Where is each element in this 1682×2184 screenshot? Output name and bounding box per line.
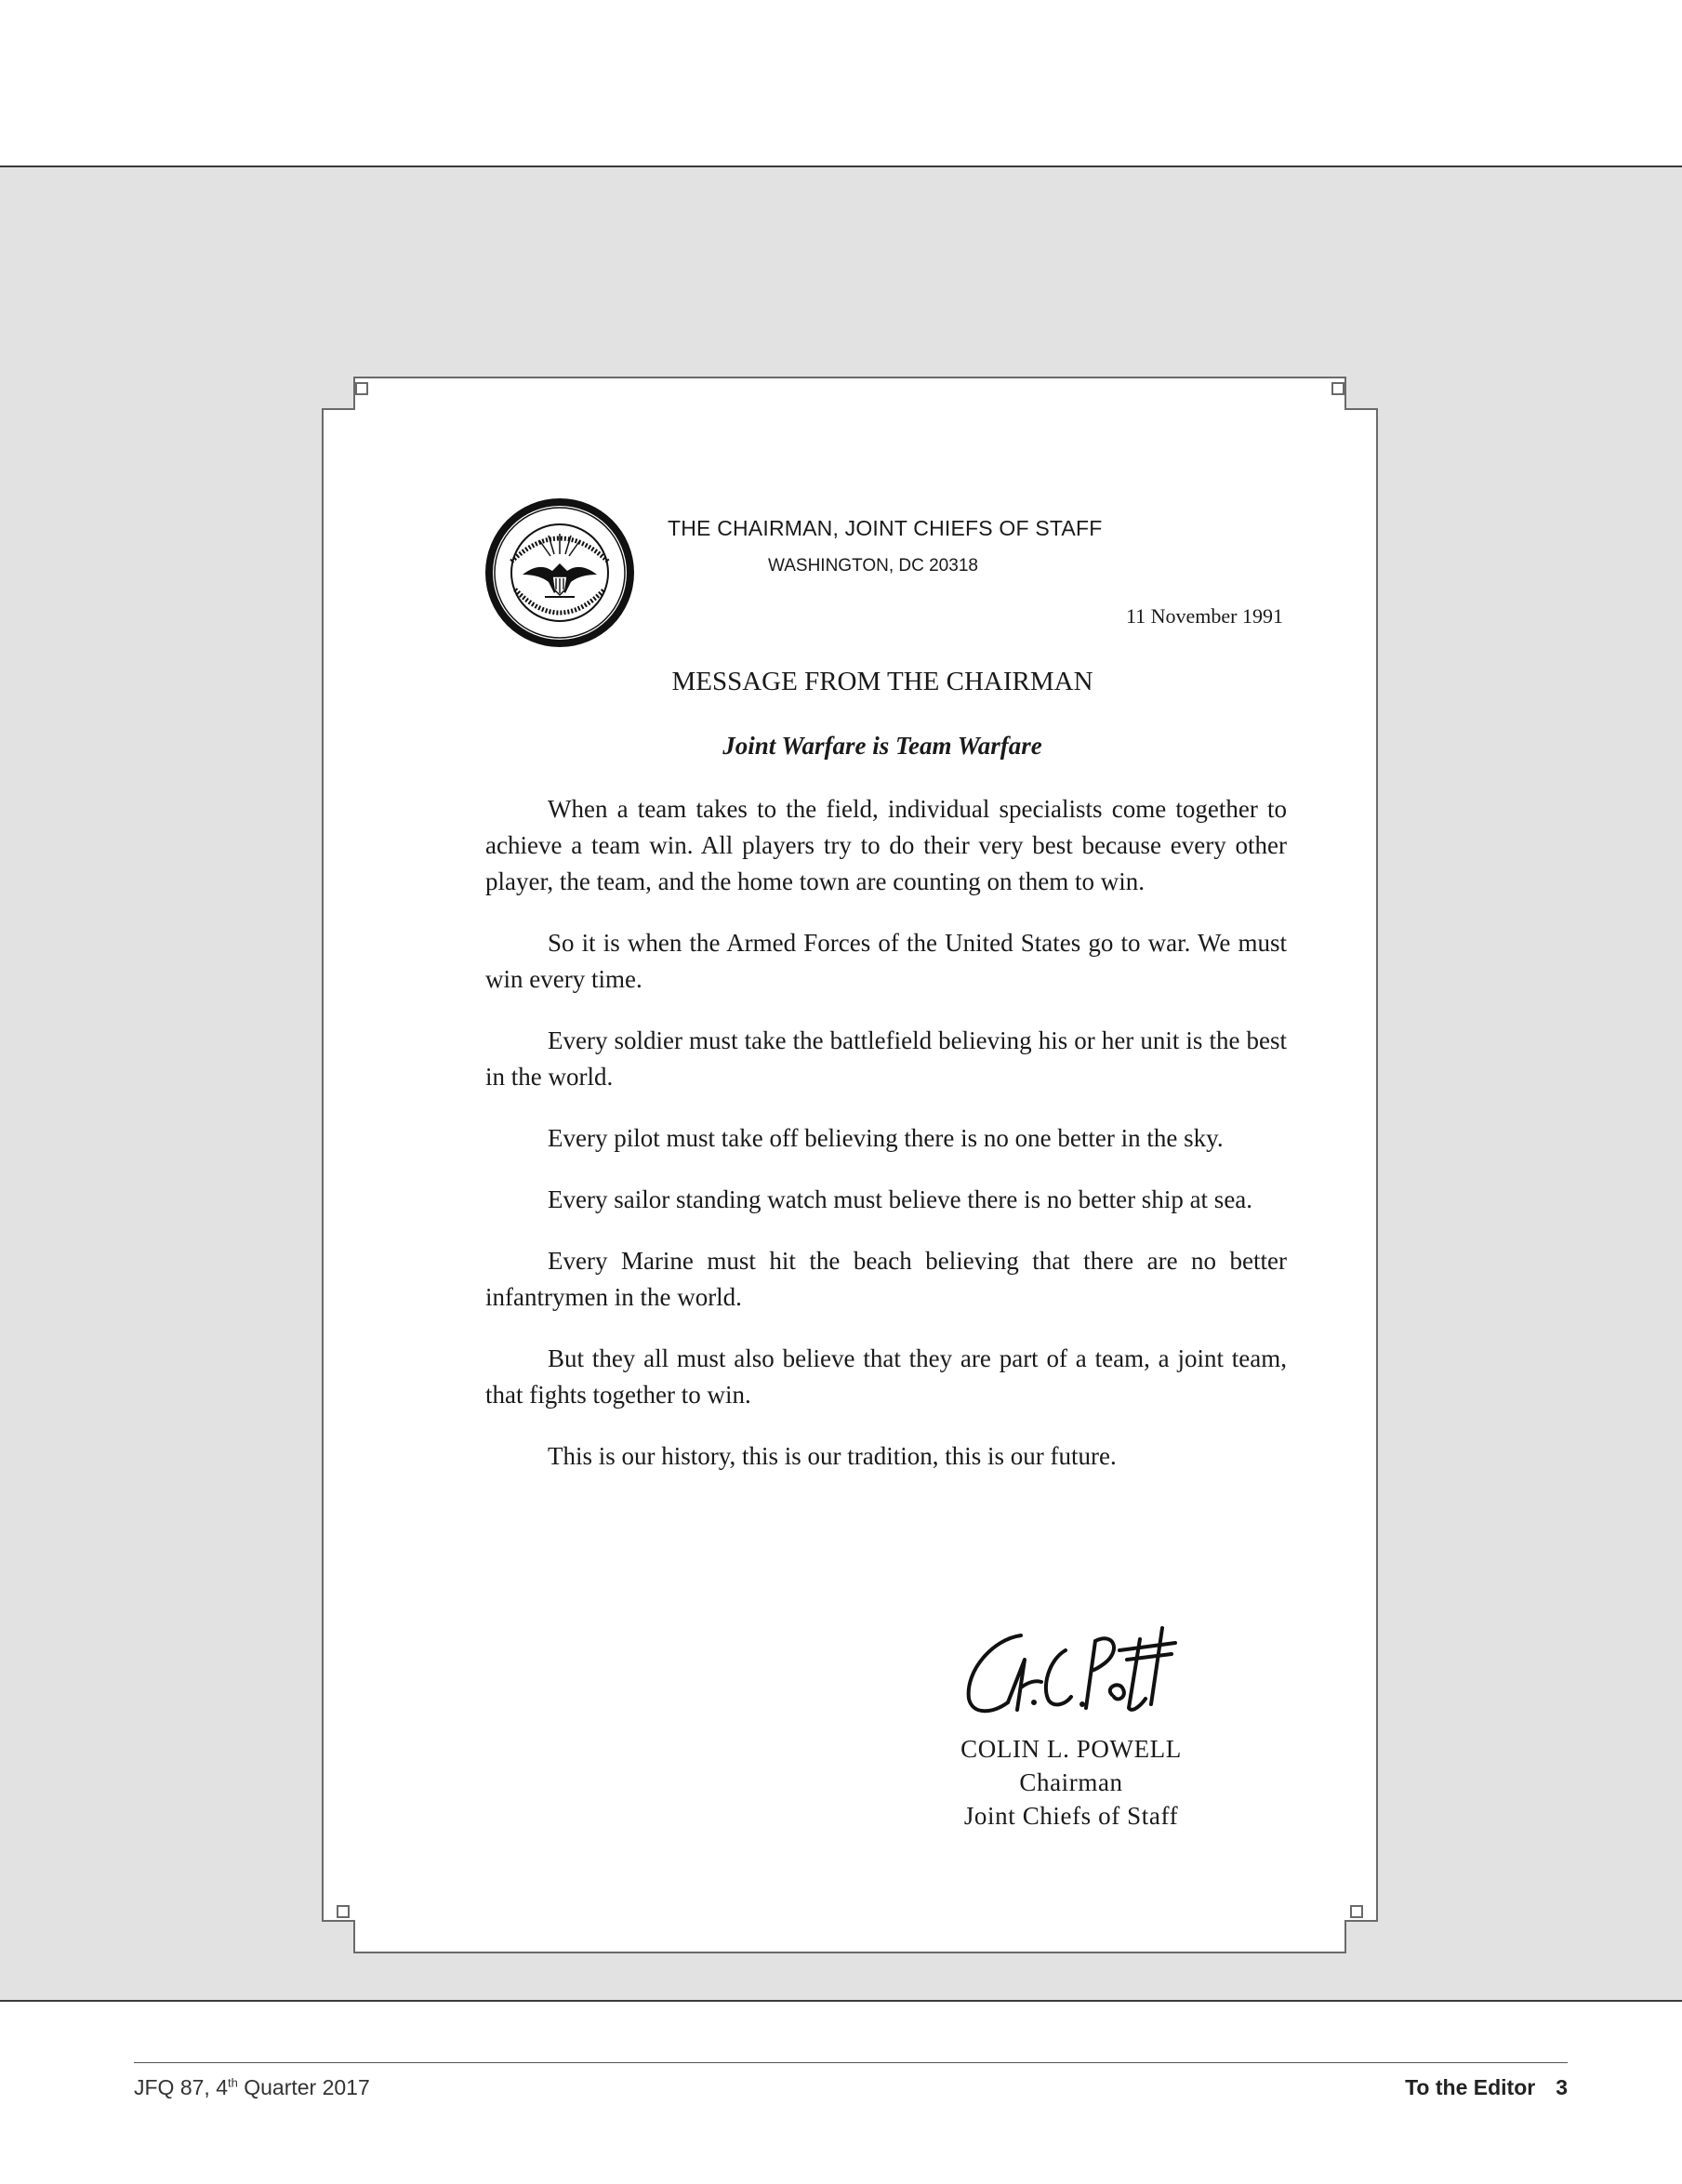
message-title: MESSAGE FROM THE CHAIRMAN: [671, 667, 1093, 696]
body-paragraph: Every sailor standing watch must believe there is no better ship at sea.: [548, 1185, 1253, 1213]
body-paragraph: Every Marine must hit the beach believing that there are no better infantrymen in the world.: [485, 1247, 1287, 1311]
corner-ornament: [1344, 1920, 1378, 1953]
page-number: 3: [1556, 2075, 1568, 2099]
body-paragraph: Every soldier must take the battlefield believing his or her unit is the best in the world.: [485, 1026, 1287, 1091]
section-name: To the Editor: [1405, 2075, 1536, 2099]
body-paragraph: When a team takes to the field, individual specialists come together to achieve a team win. All players try to do their very best because every other player, the team, and the home town are counting on them to win.: [485, 795, 1287, 895]
footer-rule: [134, 2062, 1568, 2063]
letterhead-office: THE CHAIRMAN, JOINT CHIEFS OF STAFF: [668, 516, 1103, 540]
body-paragraph: This is our history, this is our tradition, this is our future.: [548, 1442, 1117, 1470]
footer-section: [1405, 2075, 1568, 2100]
corner-ornament: [1344, 377, 1378, 410]
corner-ornament: [322, 377, 355, 410]
letter-date: 11 November 1991: [1125, 604, 1283, 628]
signature-block: [948, 1732, 1194, 1833]
body-paragraph: So it is when the Armed Forces of the United States go to war. We must win every time.: [485, 929, 1287, 993]
handwritten-signature: [956, 1622, 1179, 1725]
signer-role: Chairman: [1019, 1768, 1123, 1796]
corner-ornament: [322, 1920, 355, 1953]
signer-org: Joint Chiefs of Staff: [963, 1802, 1179, 1830]
letter-body: [485, 791, 1287, 1500]
department-of-defense-seal-icon: [483, 496, 636, 649]
message-subtitle: Joint Warfare is Team Warfare: [722, 732, 1042, 760]
letter-page: [322, 377, 1378, 1953]
footer-journal: JFQ 87, 4th Quarter 2017: [134, 2075, 370, 2099]
signer-name: COLIN L. POWELL: [960, 1735, 1182, 1763]
letterhead-city: WASHINGTON, DC 20318: [768, 556, 978, 576]
body-paragraph: Every pilot must take off believing there is no one better in the sky.: [548, 1124, 1224, 1152]
body-paragraph: But they all must also believe that they are part of a team, a joint team, that fights together to win.: [485, 1344, 1287, 1409]
